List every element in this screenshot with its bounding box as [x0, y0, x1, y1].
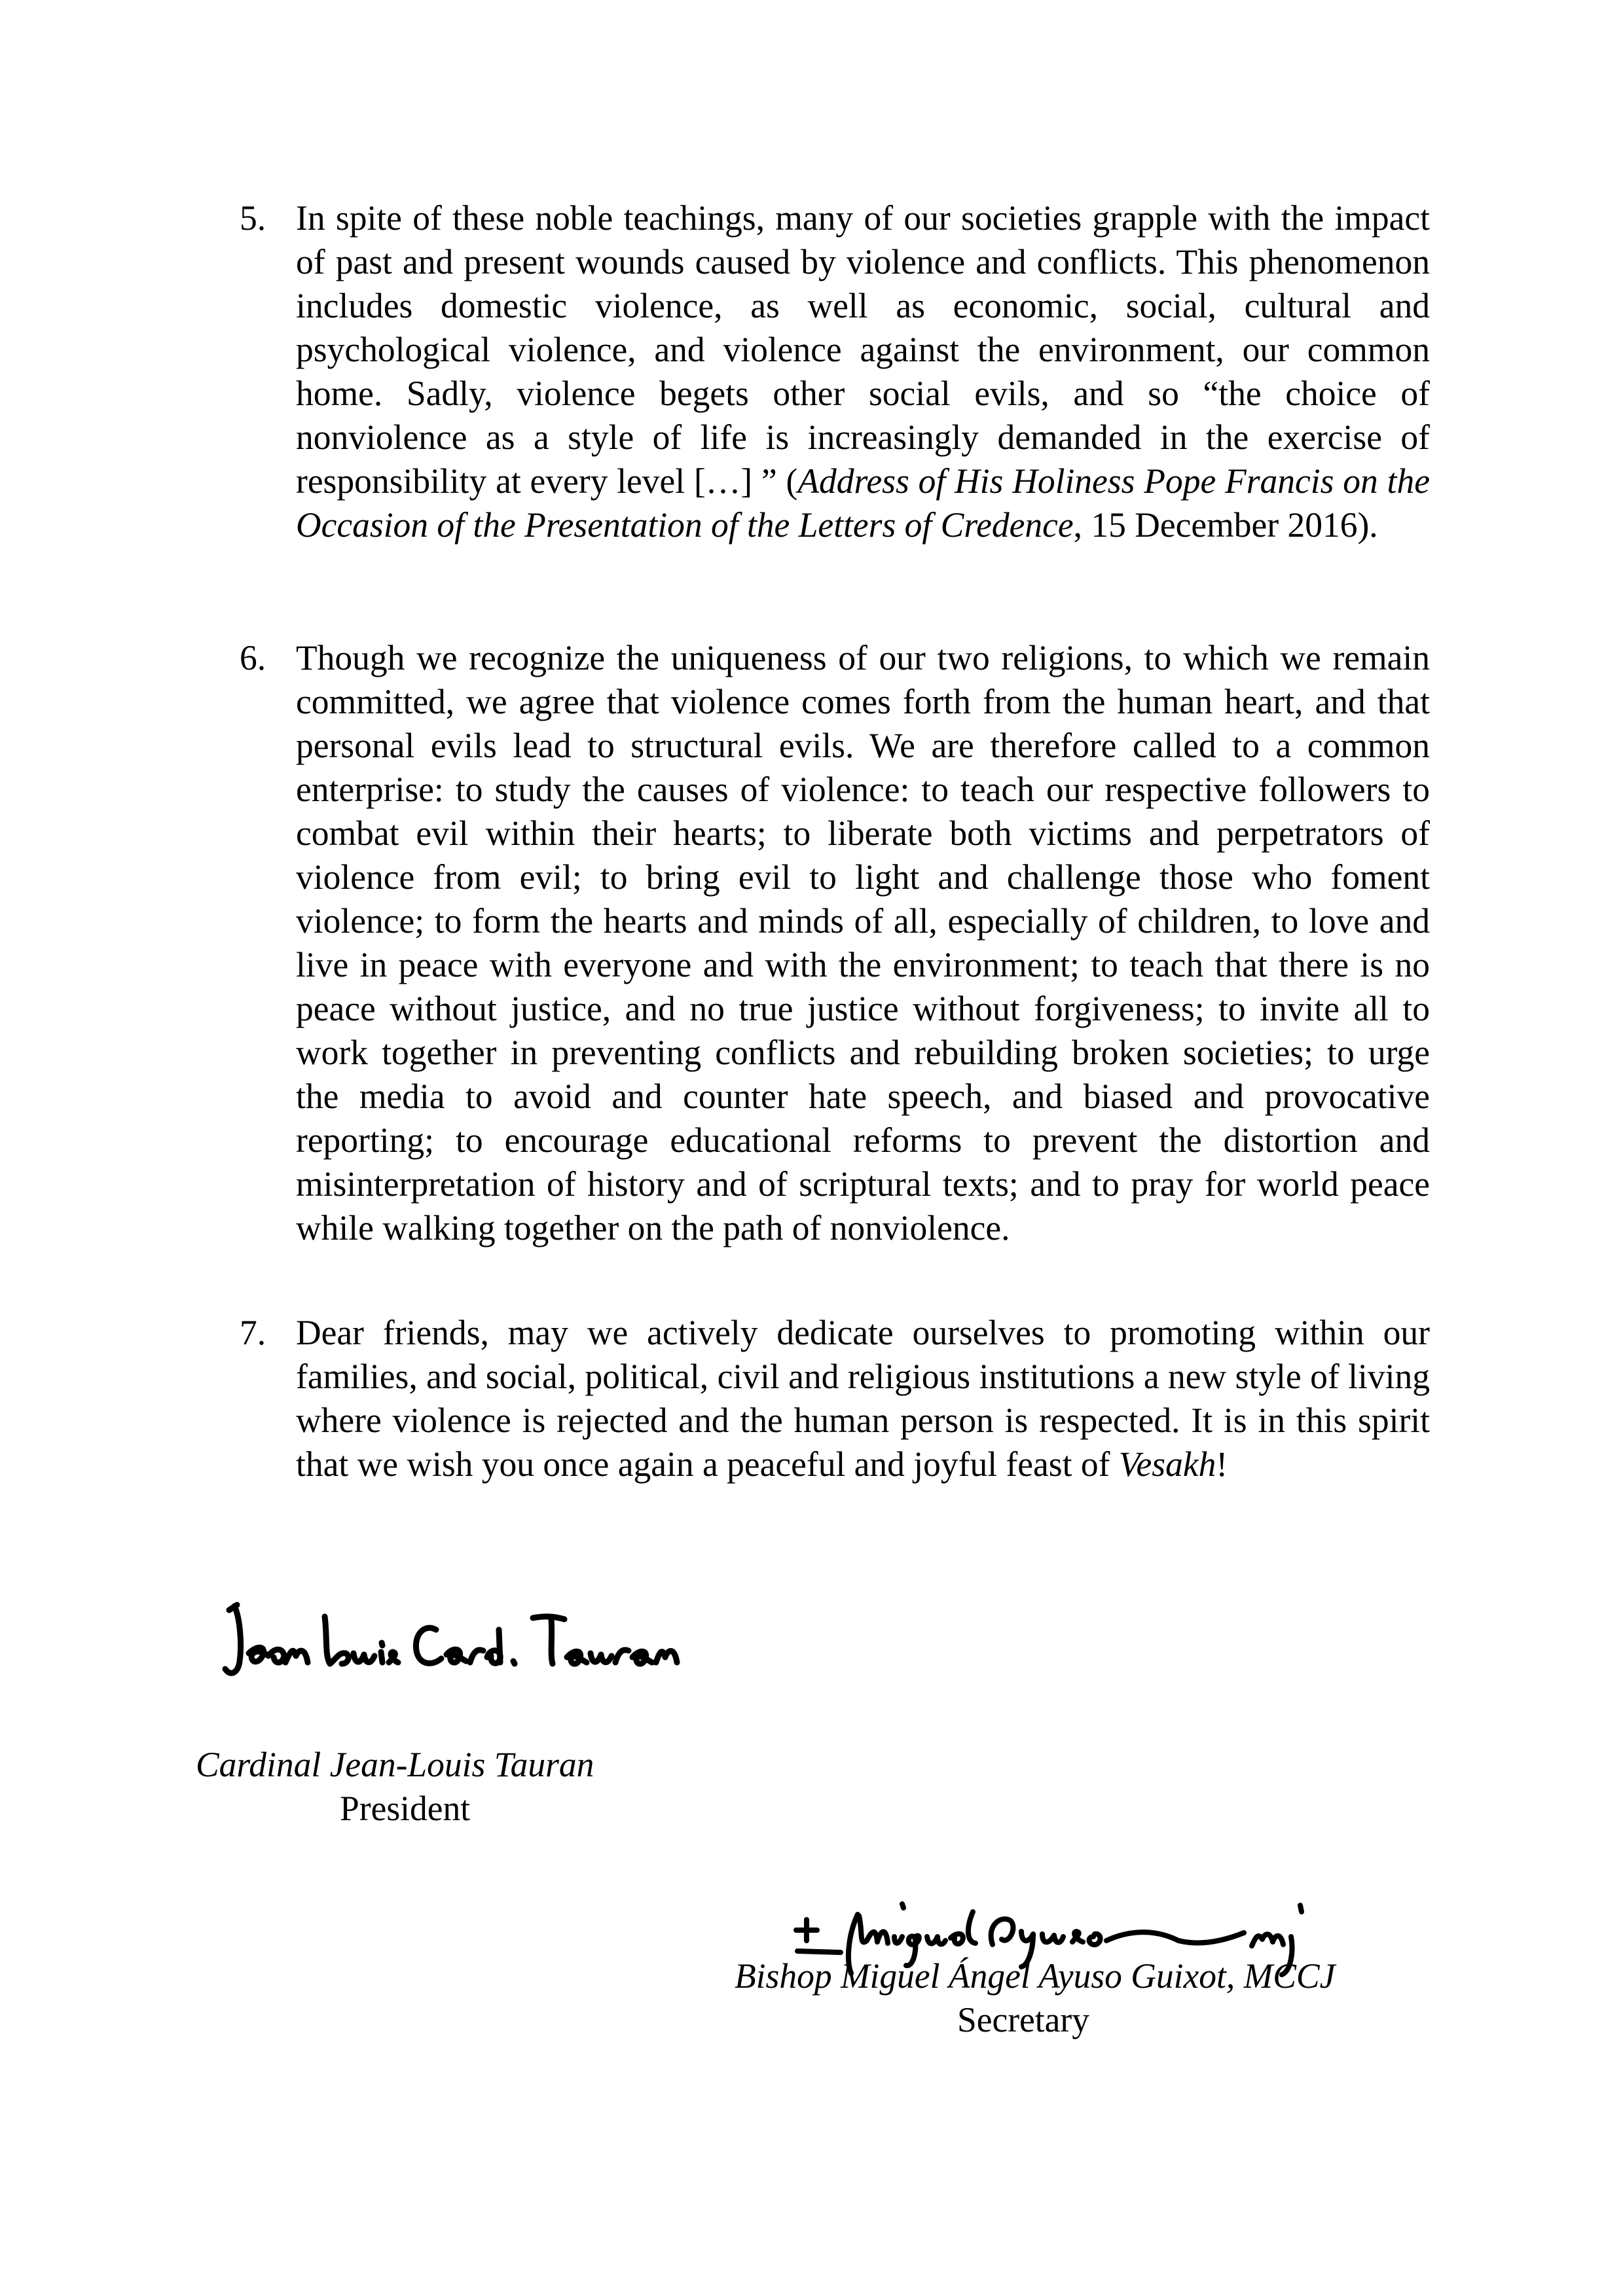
signatory-title: Secretary — [957, 2000, 1089, 2039]
paragraph-text — [296, 196, 1430, 547]
paragraph-text — [296, 636, 1430, 1250]
paragraph-text-part: Though we recognize the uniqueness of our two religions, to which we remain committed, we agree that violence comes forth from the human heart, and that personal evils lead to structural evils. We are therefore called to a common enterprise: to study the causes of violence: to teach our respective followers to combat evil within their hearts; to liberate both victims and perpetrators of violence from evil; to bring evil to light and challenge those who foment violence; to form the hearts and minds of all, especially of children, to love and live in peace with everyone and with the environment; to teach that there is no peace without justice, and no true justice without forgiveness; to invite all to work together in preventing conflicts and rebuilding broken societies; to urge the media to avoid and counter hate speech, and biased and provocative reporting; to encourage educational reforms to prevent the distortion and misinterpretation of history and of scriptural texts; and to pray for world peace while walking together on the path of nonviolence. — [296, 638, 1430, 1247]
signatory-title: President — [340, 1789, 471, 1828]
paragraph-number: 7. — [240, 1313, 266, 1352]
paragraph-text — [296, 1311, 1430, 1486]
feast-name: Vesakh — [1118, 1444, 1216, 1484]
paragraph-6 — [240, 636, 1430, 1250]
paragraph-text-part: In spite of these noble teachings, many of our societies grapple with the impact of past and present wounds caused by violence and conflicts. This phenomenon includes domestic violence, as well as economic, social, cultural and psychological violence, and violence against the environment, our common home. Sadly, violence begets other social evils, and so “the choice of nonviolence as a style of life is increasingly demanded in the exercise of responsibility at every level […] ” ( — [296, 198, 1430, 501]
signature-tauran — [220, 1590, 796, 1689]
paragraph-text-part: ! — [1216, 1444, 1228, 1484]
signatory-name: Cardinal Jean-Louis Tauran — [196, 1745, 594, 1784]
paragraph-7 — [240, 1311, 1430, 1486]
paragraph-text-part: , 15 December 2016). — [1073, 505, 1378, 545]
paragraph-number: 6. — [240, 638, 266, 677]
paragraph-number: 5. — [240, 198, 266, 238]
citation-title: Address of His Holiness Pope Francis on the Occasion of the Presentation of the Letters of Credence — [296, 461, 1430, 545]
paragraph-text-part: Dear friends, may we actively dedicate ourselves to promoting within our families, and social, political, civil and religious institutions a new style of living where violence is rejected and the human person is respected. It is in this spirit that we wish you once again a peaceful and joyful feast of — [296, 1313, 1430, 1484]
paragraph-5 — [240, 196, 1430, 547]
signatory-name: Bishop Miguel Ángel Ayuso Guixot, MCCJ — [735, 1956, 1336, 1996]
